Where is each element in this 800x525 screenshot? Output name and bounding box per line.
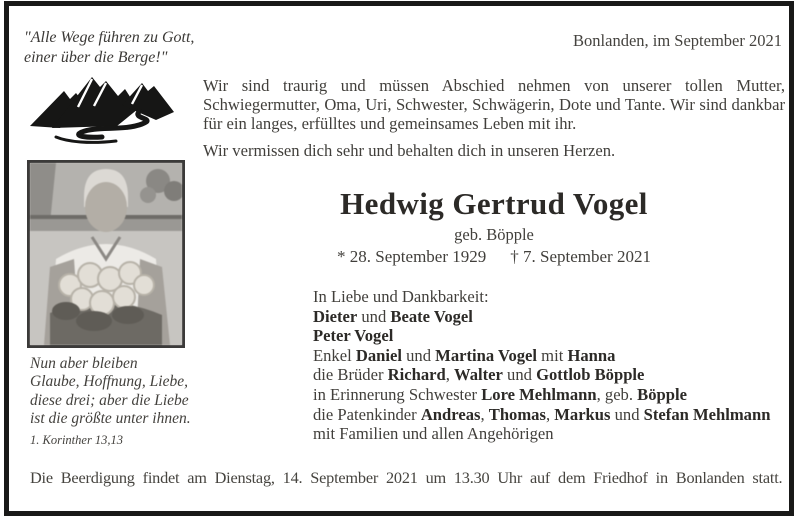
- deceased-name: Hedwig Gertrud Vogel: [340, 186, 648, 221]
- bible-verse: [30, 355, 191, 449]
- bible-verse-source: 1. Korinther 13,13: [30, 432, 124, 447]
- deceased-block: [203, 187, 785, 267]
- remembrance-line: Wir vermissen dich sehr und behalten dich in unseren Herzen.: [203, 141, 616, 161]
- family-line: mit Familien und allen Angehörigen: [313, 424, 554, 444]
- life-dates: [203, 247, 785, 267]
- verse-line: Nun aber bleiben: [30, 355, 138, 372]
- opening-quote: [24, 28, 194, 68]
- funeral-information: Die Beerdigung findet am Dienstag, 14. September 2021 um 13.30 Uhr auf dem Friedhof in Bonlanden statt.: [30, 468, 783, 487]
- family-line: Enkel Daniel und Martina Vogel mit Hanna: [313, 345, 616, 365]
- mountains-river-icon: [28, 74, 180, 146]
- death-date: † 7. September 2021: [510, 247, 651, 266]
- family-lines: [313, 307, 770, 444]
- main-text-column: [203, 77, 785, 161]
- family-line: Dieter und Beate Vogel: [313, 306, 473, 326]
- birth-date: * 28. September 1929: [337, 247, 487, 266]
- maiden-name: geb. Böpple: [454, 225, 534, 244]
- portrait-photo-elderly-woman-with-roses: [27, 160, 185, 348]
- verse-line: ist die größte unter ihnen.: [30, 410, 191, 428]
- family-line: die Patenkinder Andreas, Thomas, Markus und Stefan Mehlmann: [313, 404, 771, 424]
- place-and-date: Bonlanden, im September 2021: [573, 31, 782, 50]
- family-line: in Erinnerung Schwester Lore Mehlmann, geb. Böpple: [313, 384, 687, 404]
- family-line: Peter Vogel: [313, 326, 394, 346]
- quote-line: einer über die Berge!": [24, 49, 168, 66]
- verse-line: diese drei; aber die Liebe: [30, 391, 189, 409]
- quote-line: "Alle Wege führen zu Gott,: [24, 29, 195, 46]
- mourners-list: [313, 287, 770, 444]
- bible-verse-lines: [30, 355, 191, 429]
- condolence-paragraph: Wir sind traurig und müssen Abschied nehmen von unserer tollen Mutter, Schwiegermutter, Oma, Uri, Schwester, Schwägerin, Dote und Tante. Wir sind dankbar für ein langes, erfülltes und gemeinsames Leben mit ihr.: [203, 76, 785, 133]
- family-line: die Brüder Richard, Walter und Gottlob Böpple: [313, 365, 645, 385]
- mourners-intro: In Liebe und Dankbarkeit:: [313, 287, 489, 306]
- verse-line: Glaube, Hoffnung, Liebe,: [30, 373, 188, 391]
